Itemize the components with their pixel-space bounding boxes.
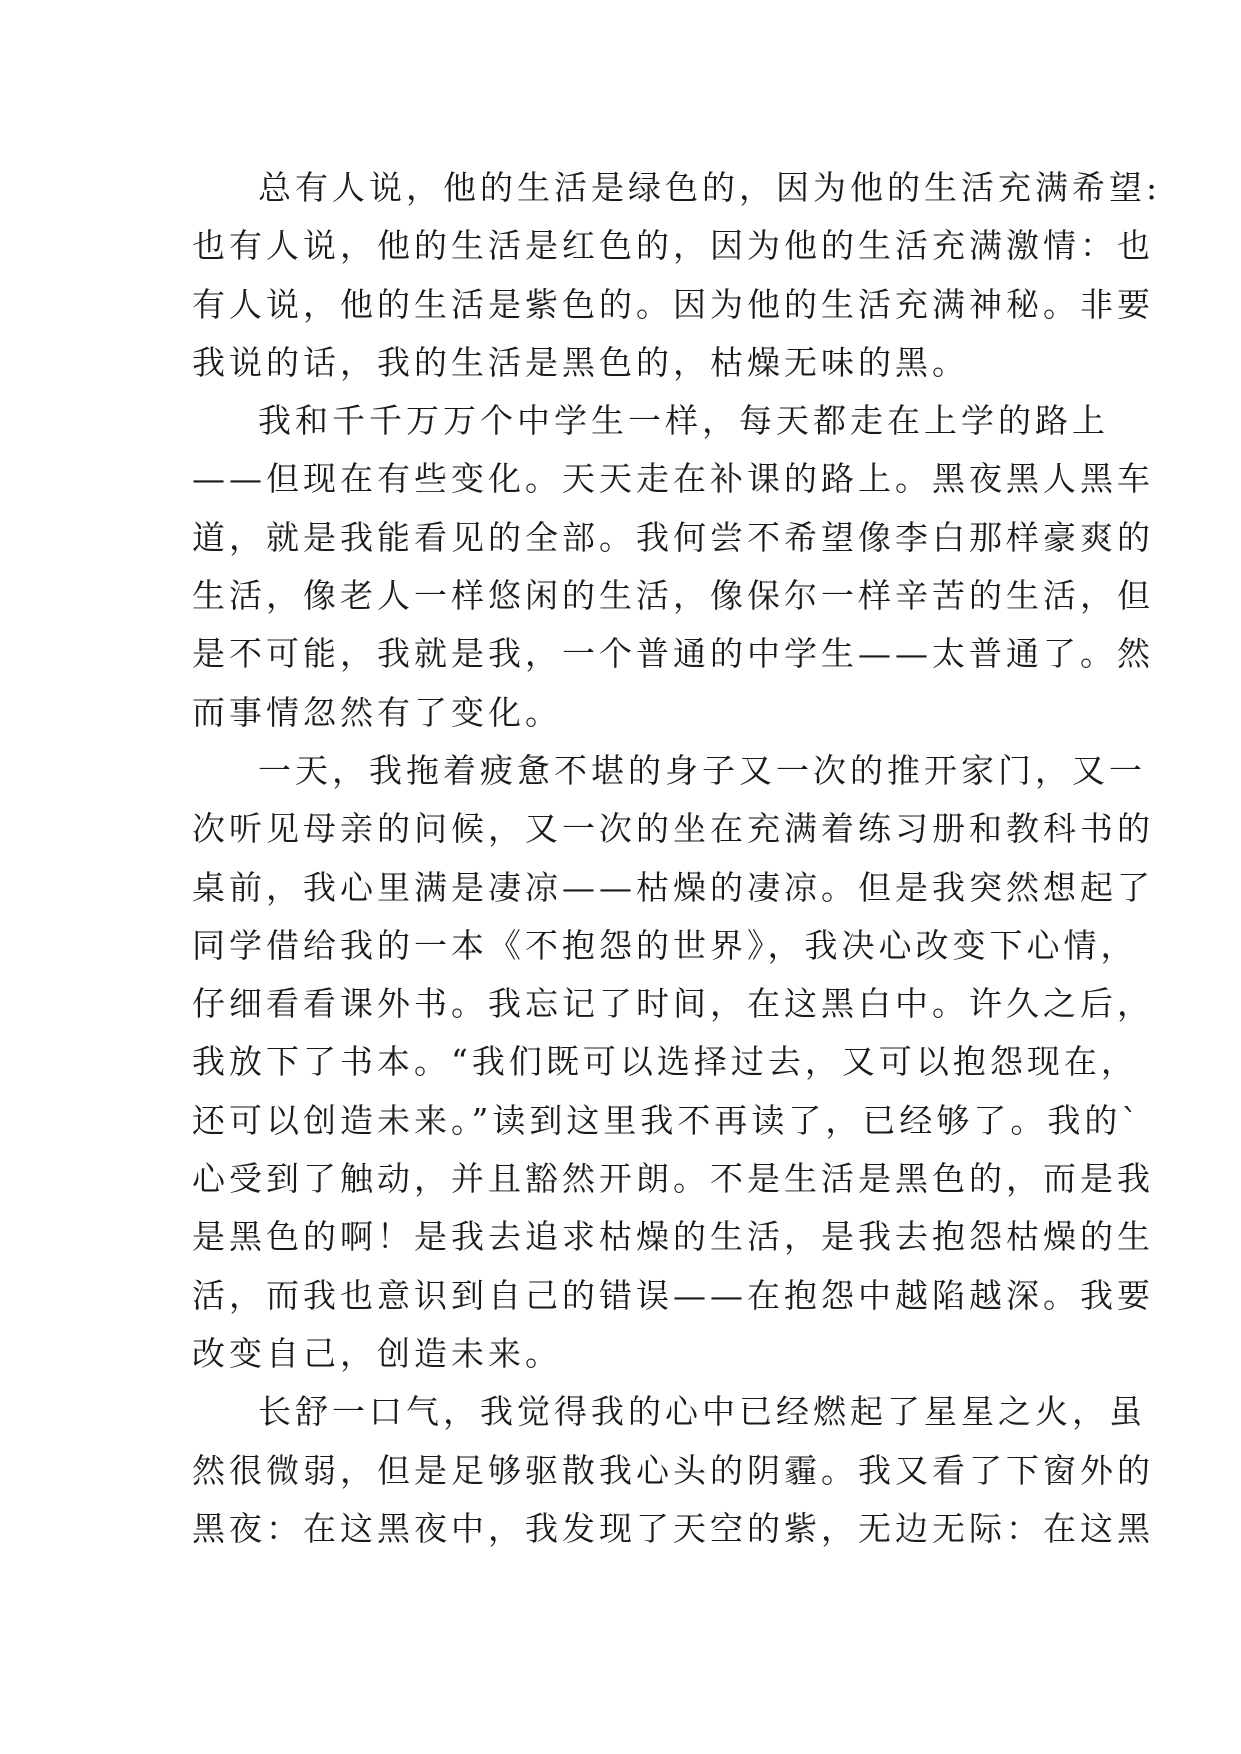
text-line: 仔细看看课外书。我忘记了时间，在这黑白中。许久之后，: [192, 984, 1154, 1024]
text-line: 我说的话，我的生活是黑色的，枯燥无味的黑。: [192, 342, 969, 382]
text-line: 是不可能，我就是我，一个普通的中学生——太普通了。然: [192, 634, 1154, 674]
text-line: 长舒一口气，我觉得我的心中已经燃起了星星之火，虽: [258, 1392, 1146, 1432]
text-line: 次听见母亲的问候，又一次的坐在充满着练习册和教科书的: [192, 809, 1154, 849]
text-line: 总有人说，他的生活是绿色的，因为他的生活充满希望:: [258, 168, 1162, 207]
text-line: 我放下了书本。“我们既可以选择过去，又可以抱怨现在，: [192, 1042, 1138, 1082]
text-line: ——但现在有些变化。天天走在补课的路上。黑夜黑人黑车: [192, 459, 1154, 499]
text-line: 而事情忽然有了变化。: [192, 692, 562, 732]
text-line: 然很微弱，但是足够驱散我心头的阴霾。我又看了下窗外的: [192, 1450, 1154, 1490]
text-line: 改变自己，创造未来。: [192, 1333, 562, 1373]
text-line: 也有人说，他的生活是红色的，因为他的生活充满激情：也: [192, 226, 1154, 266]
text-line: 有人说，他的生活是紫色的。因为他的生活充满神秘。非要: [192, 284, 1154, 324]
text-line: 黑夜：在这黑夜中，我发现了天空的紫，无边无际：在这黑: [192, 1508, 1154, 1548]
text-line: 同学借给我的一本《不抱怨的世界》，我决心改变下心情，: [192, 925, 1138, 965]
text-line: 是黑色的啊！是我去追求枯燥的生活，是我去抱怨枯燥的生: [192, 1217, 1154, 1257]
text-line: 生活，像老人一样悠闲的生活，像保尔一样辛苦的生活，但: [192, 576, 1154, 616]
text-line: 心受到了触动，并且豁然开朗。不是生活是黑色的，而是我: [192, 1159, 1154, 1199]
text-line: 活，而我也意识到自己的错误——在抱怨中越陷越深。我要: [192, 1275, 1154, 1315]
document-body: [192, 159, 1162, 1558]
text-line: 桌前，我心里满是凄凉——枯燥的凄凉。但是我突然想起了: [192, 867, 1154, 907]
text-line: 还可以创造未来。”读到这里我不再读了，已经够了。我的`: [192, 1100, 1142, 1140]
text-line: 道，就是我能看见的全部。我何尝不希望像李白那样豪爽的: [192, 517, 1154, 557]
text-line: 我和千千万万个中学生一样，每天都走在上学的路上: [258, 401, 1109, 441]
text-line: 一天，我拖着疲惫不堪的身子又一次的推开家门，又一: [258, 750, 1146, 790]
